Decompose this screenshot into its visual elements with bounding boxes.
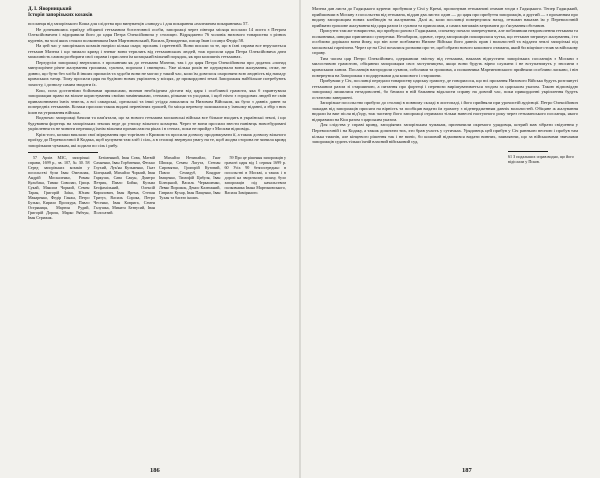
paragraph: Кош, поза достатніми бойовими припасами, визнав необхідним дістати від царя і особливої грамоти, яка б гарантувала запорожцям право на вільне користування своїми зимівниками, степами, річками та уходами, і щоб ніхто з городових людей не смів привласнювати їхніх земель, а всі самарські, орельські та інші угіддя лишалися за Низовим Військом, як було з давніх давен за попередніх гетьманів. Козаки просили також видачі перевізних грошей, бо місця перевозу залишалися у їхньому віданні, а збір з них ішов на утримання війська. (28, 87, 286, 115)
footnote-column (28, 155, 90, 221)
paragraph: Прибувши у Січ, посланці передали товариству царську грамоту, де говорилося, що всі прохання Низового Війська будуть розглянуті гетьманом разом зі старшиною, а питання про фортеці і перевози вирішуватиметься згодом за царським указом. Такою відповіддю запорожці лишилися незадоволені, бо бачили в ній бажання відкласти справу на довгий час, поки прикордонні укріплення будуть остаточно завершені. (312, 78, 578, 100)
left-body-text (28, 21, 286, 149)
paragraph: посланця від запорізького Коша для слідства про винуватців «заводу» і для покарання «належним покаранням» 57. (28, 21, 249, 26)
footnote-text: Михайло Нечипайло, Гнат Шпиця, Семен Лагута, Степан Сиромятко, Григорій Кутовий, Павло Семидуб, Кондрат Іващенко, Тимофій Цибуля, Іван Білецький, Василь Черкашенко, Левко Пирожок, Денис Калюжний, Гаврило Кухар, Іван Пащенко, Іван Тухан та багато інших. (159, 154, 221, 200)
footnote-text: Безіменний, Іван Сова, Матвій Сахненко, Іван Горбатенко, Фесько Глухий, Лук'ян Кузьменко, Гнат Білецький, Михайло Чорний, Іван Гаркуша, Сава Сакун, Дмитро Петрик, Павло Бойко, Кузьма Бесфамільний, Олексій Кирилович, Іван Ярема, Степан Тритуз, Василь Сорока, Петро Чесенко, Іван Коврига, Семен Галушка, Микита Безвусий, Іван Полосатий. (93, 154, 155, 216)
footnote-rule (508, 151, 548, 152)
footnote-column (94, 155, 156, 216)
right-body-text (312, 6, 578, 145)
paragraph: На цей час у запорізьких козаків назріло кілька скарг, прохань і претензій. Вони писали за те, що в їхні справи все втручається гетьман Мазепа і що чимало кривд і зневаг вони терплять від гетьманських людей, тож просили царя Петра Олексійовича дати можливість самим розбирати свої справи і прислати їм козацький вільний порядок, як при колишніх гетьманах. (28, 43, 286, 60)
paragraph: Передусім запорожці звертались з проханням як до гетьмана Мазепи, так і до царя Петра Олексійовича про додаток «понад минулорічне річне жалування грошима, сукном, порохом і свинцем». Уже кілька років не одержували вони жалування, отже, не дивно, що бути без хліба й інших припасів та худоби вони не могли у такий час, коли їм довелося охороняти всю людність від нападу кримських татар. Тому просили царя на будівлю нових укріплень у місцях, де прикордонні землі Запорожжя найбільше потребують захисту, і дозволу самим зводити їх. (28, 59, 286, 88)
paragraph: Крім того, козаки виклали свої міркування про торгівлю з Кримом та просили дозволу продовжувати її, а також дозволу вільного проїзду до Переволочної й Кодака, щоб купувати там хліб і сіль, а в столиці звернули увагу на те, щоб жодна сторона не чинила кривд запорізьким чумакам, які ходили по сіль і рибу. (28, 131, 286, 149)
footnote-rule (28, 152, 98, 153)
footnote-column (159, 155, 221, 200)
running-head (28, 6, 286, 18)
page-number: 186 (150, 467, 160, 474)
running-head-title: Історія запорізьких козаків (28, 12, 93, 18)
right-page (300, 0, 600, 478)
page-number: 187 (462, 467, 472, 474)
running-head-author: Д. І. Яворницький (28, 6, 72, 12)
right-footnote (312, 151, 578, 164)
footnotes (28, 155, 286, 221)
paragraph: Тим часом цар Петро Олексійович, одержавши звістку від гетьмана, наказав відпустити запорізьких посланців з Москви з милостивою грамотою, обіцяючи запорожцям своє заступництво, якщо вони будуть вірно служити і не вступатимуть у зносини з кримським ханом. Посланців нагородили сукном, соболями та грошима, а полковника Мартиновського прийняли особливо ласкаво, і він повернувся на Запорожжя з подарунками для кошового і старшини. (312, 55, 578, 78)
footnote-text: 59 Про це рішення запорожців у грамоті царя від 1 серпня 1699 р. 60 Усіх 90 безпосередньо в посольстві в Москві, а також і в дорозі на зворотному шляху, було запорожців під начальством полковника Івана Мартиновського, Василя Заміряного. (224, 154, 286, 195)
paragraph: Для слідства у справі кривд, заподіяних запорізьким чумакам, призначили окремого урядовця, котрий мав зібрати свідчення у Переволочній і на Кодаку, а також допитати тих, хто брав участь у сутичках. Урядовець цей прибув у Січ ранньою весною і пробув там кілька тижнів, але кінцевого рішення так і не виніс, бо кошовий відмовився видати винних, заявляючи, що за військовими звичаями запорожців судить тільки їхній власний військовий суд. (312, 122, 578, 145)
paragraph: Не дочекавшись приїзду обіцяної гетьманом боєготовної особи, запорожці через півтора місяця послали 14 листа з Петром Олексійовичем і відправили його до царя Петра Олексійовича у столицю. Відряджено 76 чоловік низового товариства з різних куренів, на чолі яких стояли полковником Іван Мартиновський, Василь Демиденко, писар Іван і осавул Федір 58. (28, 26, 286, 43)
footnote-text: 61 З подальших справ видно, що його відіслали у Псков. (508, 153, 574, 164)
paragraph: Присутнє там же товариство, що прибуло разом з Гадяцьким, спочатку почало заперечувати, але побачивши невдоволення гетьмана та полковника, швидко припинило суперечки. Незабаром, одначе, серед запорожців поширилася чутка, що гетьман затримує жалування, і то особливо дорікали вони йому, що він хоче позбавити Низове Військо його давніх прав і вольностей та віддати землі запорізькі під московські гарнізони. Через це на Січі почалися розмови про те, щоб обрати нового кошового отамана, який би міцніше стояв за військову справу. (312, 28, 578, 56)
paragraph: Мазепа дав листа до Гадяцького курени: пробувши у Січі у Кремi, пропонував гетьманові отаман згоди з Гадяцького. Тепер Гадяцький, прийшовши в Москву з посольства від гетьмана, віддав два листи: один — до царя про прибуття запорожців, а другий — з проханням про видачу запорожцям нових клейнодів та жалування. Далі ж, коли посланці повернулися назад, гетьман наказав їм у Переволочній приймати грошове жалування від царя разом із сукном та припасами, а самих ватажків затримати до з'ясування обставин. (312, 6, 578, 28)
footnote-text: 57 Архів МЗС, запорізькі справи, 1699 р., зв. 107, № 30. 58 Серед запорізьких козаків у посольстві були Іван Омельчак, Андрій Москаленко, Роман Кульбака, Тимко Сиволап, Гриць Сукай, Максим Чорний, Семен Таран, Григорій Заїка, Юхим Макаренко, Федір Ганжа, Петро Бузько, Кирило Проскура, Павло Остряниця, Мартин Рудий, Григорій Дорош, Марко Рябчун, Іван Стрижак. (28, 154, 90, 221)
footnote-column (225, 155, 287, 195)
paragraph: Запорізьке посольство прибуло до столиці в повному складі в листопаді, і його прийняли при урочистій аудієнції. Петро Олексійович зажадав від запорожців присяги на вірність та пообіцяв видати їм грамоту з підтвердженням давніх вольностей. Обіцяне ж жалування видали їм вже після від'їзду, тож частину його запорожці отримали тільки навесні наступного року через гетьманського посланця, якого відправили на Кіш разом з царським указом. (312, 100, 578, 122)
paragraph: Водночас запорожці бачили та пам'ятали, що за нового гетьмана московські війська все більше входять в українські землі, і що будування фортець на запорізьких землях веде до утиску вільного козацтва. Через те вони просили звести нанівець новозбудовані укріплення та не чинити перешкод їхнім вільним промислам на ріках і в степах, поки не прийде з Москви відповідь. (28, 115, 286, 132)
